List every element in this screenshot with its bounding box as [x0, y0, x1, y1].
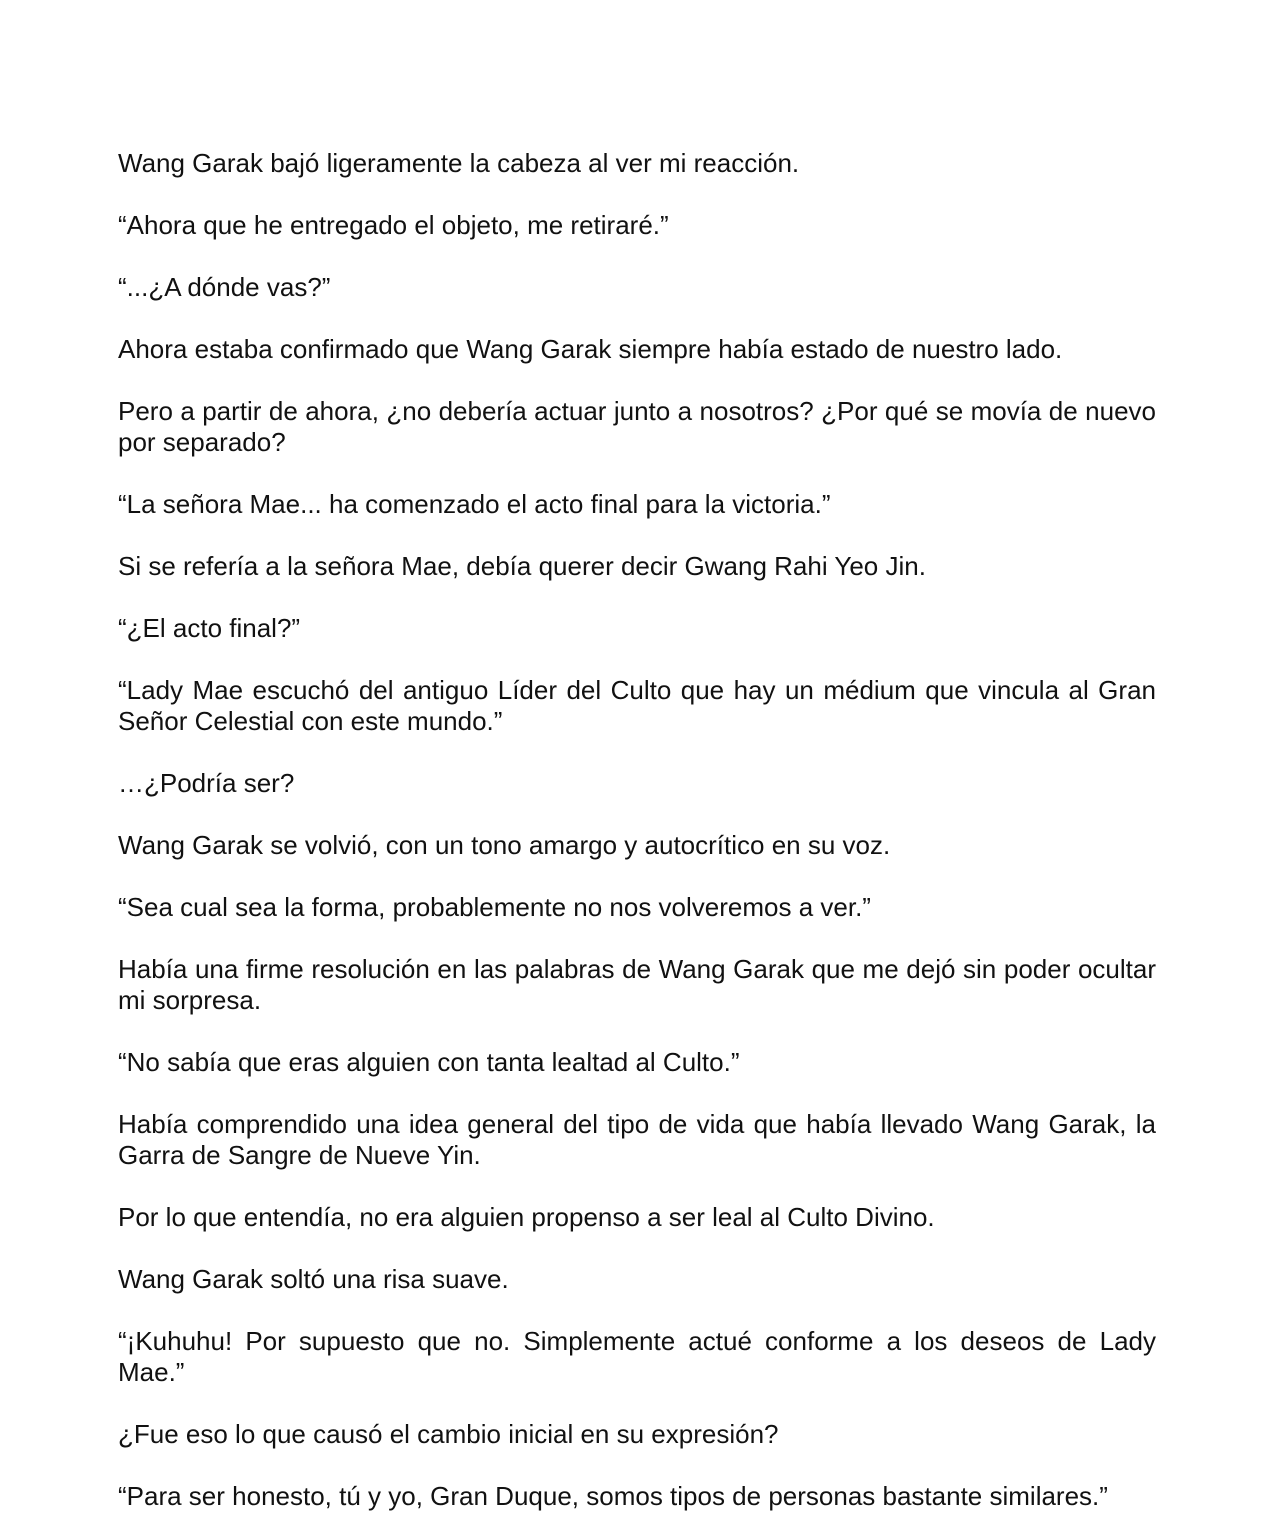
- paragraph: Wang Garak soltó una risa suave.: [118, 1264, 509, 1294]
- paragraph: “Lady Mae escuchó del antiguo Líder del Culto que hay un médium que vincula al Gran Señor Celestial con este mundo.”: [118, 675, 1156, 736]
- paragraph: Si se refería a la señora Mae, debía querer decir Gwang Rahi Yeo Jin.: [118, 551, 926, 581]
- paragraph: “Sea cual sea la forma, probablemente no nos volveremos a ver.”: [118, 892, 871, 922]
- paragraph: “No sabía que eras alguien con tanta lealtad al Culto.”: [118, 1047, 740, 1077]
- paragraph: “¡Kuhuhu! Por supuesto que no. Simplemente actué conforme a los deseos de Lady Mae.”: [118, 1326, 1156, 1387]
- paragraph: Ahora estaba confirmado que Wang Garak siempre había estado de nuestro lado.: [118, 334, 1063, 364]
- paragraph: “La señora Mae... ha comenzado el acto final para la victoria.”: [118, 489, 831, 519]
- paragraph: Había comprendido una idea general del tipo de vida que había llevado Wang Garak, la Garra de Sangre de Nueve Yin.: [118, 1109, 1156, 1170]
- paragraph: …¿Podría ser?: [118, 768, 295, 798]
- paragraph: Había una firme resolución en las palabras de Wang Garak que me dejó sin poder ocultar mi sorpresa.: [118, 954, 1156, 1015]
- paragraph: Wang Garak bajó ligeramente la cabeza al ver mi reacción.: [118, 148, 800, 178]
- paragraph: Por lo que entendía, no era alguien propenso a ser leal al Culto Divino.: [118, 1202, 935, 1232]
- paragraph: “¿El acto final?”: [118, 613, 301, 643]
- document-body: [118, 148, 1156, 1515]
- paragraph: “Ahora que he entregado el objeto, me retiraré.”: [118, 210, 669, 240]
- paragraph: “...¿A dónde vas?”: [118, 272, 331, 302]
- paragraph: “Para ser honesto, tú y yo, Gran Duque, somos tipos de personas bastante similares.”: [118, 1481, 1108, 1511]
- paragraph: ¿Fue eso lo que causó el cambio inicial en su expresión?: [118, 1419, 779, 1449]
- paragraph: Wang Garak se volvió, con un tono amargo y autocrítico en su voz.: [118, 830, 891, 860]
- paragraph: Pero a partir de ahora, ¿no debería actuar junto a nosotros? ¿Por qué se movía de nuevo por separado?: [118, 396, 1156, 457]
